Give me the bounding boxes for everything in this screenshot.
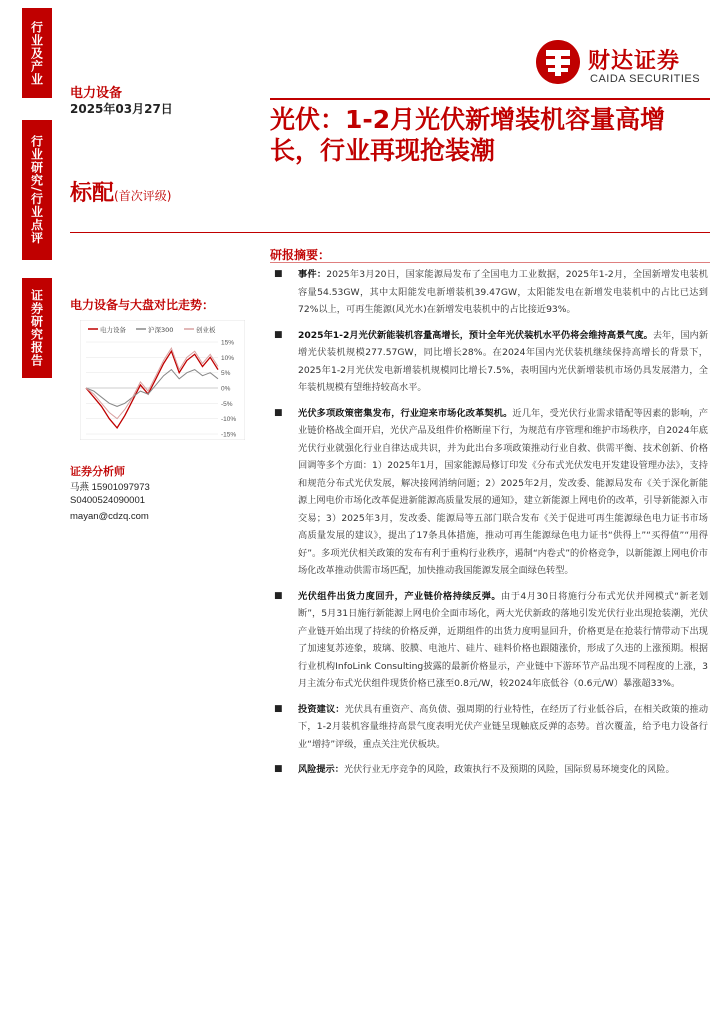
abstract-item-lead: 光伏组件出货力度回升，产业链价格持续反弹。 (298, 590, 502, 602)
abstract-item (270, 405, 708, 580)
chart-title: 电力设备与大盘对比走势： (70, 298, 215, 312)
abstract-item (270, 327, 708, 397)
abstract-item-text: 2025年3月20日，国家能源局发布了全国电力工业数据，2025年1-2月，全国新增发电装机容量54.53GW，其中太阳能发电新增装机39.47GW，太阳能发电在新增发电装机中的占比已达到72%以上，可再生能源(风光水)在新增发电装机中的占比接近93%。 (298, 269, 708, 315)
report-date: 2025年03月27日 (70, 102, 173, 116)
section-divider (70, 232, 710, 233)
abstract-item-lead: 光伏多项政策密集发布，行业迎来市场化改革契机。 (298, 407, 513, 419)
y-tick-label: 5% (221, 370, 231, 378)
abstract-item-lead: 风险提示： (298, 764, 344, 775)
bullet-icon: ■ (274, 590, 283, 601)
abstract-item-lead: 投资建议： (298, 703, 345, 715)
bullet-icon: ■ (274, 703, 283, 714)
trend-chart (80, 320, 245, 440)
rating-note: (首次评级) (114, 189, 172, 203)
abstract-list (270, 266, 708, 787)
abstract-item (270, 701, 708, 754)
sidebar (0, 0, 56, 1024)
abstract-item (270, 588, 708, 693)
bullet-icon: ■ (274, 269, 283, 279)
abstract-item-text: 由于4月30日将施行分布式光伏并网模式“新老划断”，5月31日施行新能源上网电价全面市场化，两大光伏新政的落地引发光伏行业出现抢装潮，光伏产业链开始出现了持续的价格反弹，近期组件的出货力度明显回升，价格更是在抢装行情带动下出现了加速复苏迹象，玻璃、胶膜、电池片、硅片、硅料价格也跟随涨价，形成了久违的上涨预期。根据行业机构InfoLink Consulting披露的最新价格显示，产业链中下游环节产品出现不同程度的上涨，3月主流分布式光伏组件现货价格已涨至0.8元/W，较2024年底低谷（0.6元/W）暴涨超33%。 (298, 590, 709, 689)
sidebar-tag-securities-report: 证券研究报告 (22, 278, 52, 378)
analyst-heading: 证券分析师 (70, 465, 125, 478)
company-logo (536, 40, 706, 96)
sidebar-tag-industry: 行业及产业 (22, 8, 52, 98)
legend-label: 沪深300 (148, 326, 174, 334)
abstract-item-lead: 事件： (298, 269, 327, 280)
abstract-item-text: 近几年，受光伏行业需求错配等因素的影响，产业链价格战全面开启，光伏产品及组件价格断崖下行，为规范有序管理和维护市场秩序，自2024年底光伏行业就强化行业自律达成共识，并为此出台多项政策推动行业自救、供需平衡、技术创新、价格回调等多个方面：1）2025年1月，国家能源局修订印发《分布式光伏发电开发建设管理办法》，支持和规范分布式光伏发展，解决接网消纳问题；2）2025年2月，发改委、能源局发布《关于深化新能源上网电价市场化改革促进新能源高质量发展的通知》，建立新能源上网电价的改革，引导新能源入市交易；3）2025年3月，发改委、能源局等五部门联合发布《关于促进可再生能源绿色电力证书市场高质量发展的建议》，提出了17条具体措施，推动可再生能源绿色电力证书“供得上”“买得值”“用得好”。多项光伏相关政策的发布有利于重构行业秩序，遏制“内卷式”的价格竞争，以新能源上网电价市场化改革推动供需市场匹配，加快推动我国能源发展全面绿色转型。 (298, 407, 709, 576)
report-title: 光伏：1-2月光伏新增装机容量高增长，行业再现抢装潮 (270, 105, 666, 165)
y-tick-label: -5% (221, 400, 233, 408)
abstract-item-lead: 2025年1-2月光伏新能装机容量高增长，预计全年光伏装机水平仍将会维持高景气度。 (298, 329, 653, 341)
header-divider (270, 98, 710, 100)
analyst-email: mayan@cdzq.com (70, 511, 149, 522)
analyst-name-phone: 马燕 15901097973 (70, 482, 150, 493)
abstract-item-text: 去年，国内新增光伏装机规模277.57GW，同比增长28%。在2024年国内光伏装机继续保持高增长的背景下，2025年1-2月光伏发电新增装机规模同比增长7.5%，表明国内光伏新增装机市场仍具发展潜力，全年装机规模有望维持较高水平。 (298, 329, 709, 393)
analyst-cert-number: S0400524090001 (70, 495, 146, 506)
bullet-icon: ■ (274, 764, 283, 774)
logo-text-en: CAIDA SECURITIES (590, 73, 701, 85)
y-tick-label: -15% (221, 431, 237, 439)
sidebar-tag-report-type: 行业研究/行业点评 (22, 120, 52, 260)
abstract-item (270, 761, 708, 779)
y-tick-label: 10% (221, 354, 235, 362)
y-tick-label: 0% (221, 385, 231, 393)
y-tick-label: -10% (221, 416, 237, 424)
rating-block (70, 176, 171, 207)
legend-label: 创业板 (196, 326, 216, 334)
industry-label: 电力设备 (70, 86, 123, 101)
logo-text-cn: 财达证券 (588, 49, 681, 74)
abstract-item (270, 266, 708, 319)
logo-mark-icon (536, 40, 580, 84)
rating-value: 标配 (70, 181, 115, 206)
y-tick-label: 15% (221, 339, 235, 347)
bullet-icon: ■ (274, 329, 283, 340)
abstract-heading: 研报摘要： (270, 248, 331, 262)
legend-label: 电力设备 (100, 326, 126, 334)
abstract-divider (270, 262, 710, 263)
abstract-item-text: 光伏具有重资产、高负债、强周期的行业特性，在经历了行业低谷后，在相关政策的推动下，1-2月装机容量维持高景气度表明光伏产业链呈现触底反弹的态势。首次覆盖，给予电力设备行业“增持”评级，重点关注光伏板块。 (298, 703, 709, 750)
abstract-item-text: 光伏行业无序竞争的风险，政策执行不及预期的风险，国际贸易环境变化的风险。 (343, 764, 675, 775)
bullet-icon: ■ (274, 407, 283, 418)
